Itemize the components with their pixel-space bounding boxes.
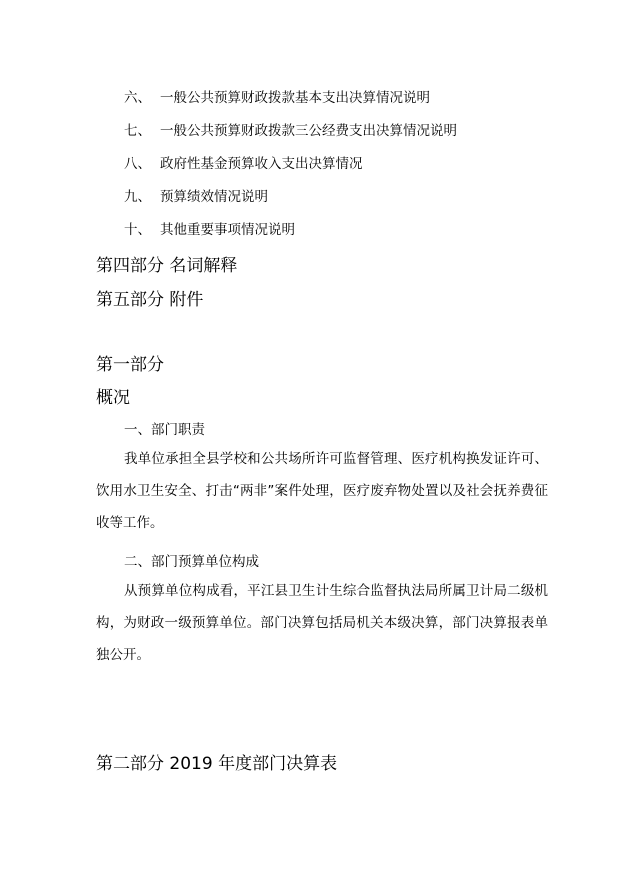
toc-number: 八、 [124, 156, 151, 172]
toc-item [124, 86, 430, 106]
toc-text: 政府性基金预算收入支出决算情况 [160, 156, 363, 172]
toc-item [124, 152, 363, 172]
duties-paragraph: 我单位承担全县学校和公共场所许可监督管理、医疗机构换发证许可、饮用水卫生安全、打击“两非”案件处理，医疗废弃物处置以及社会抚养费征收等工作。 [96, 451, 548, 531]
part-two-heading: 第二部分 2019 年度部门决算表 [96, 754, 338, 774]
toc-text: 一般公共预算财政拨款基本支出决算情况说明 [160, 90, 430, 106]
toc-number: 九、 [124, 189, 151, 205]
toc-text: 一般公共预算财政拨款三公经费支出决算情况说明 [160, 123, 457, 139]
toc-text: 其他重要事项情况说明 [160, 222, 295, 238]
toc-number: 十、 [124, 222, 151, 238]
section-heading-duties: 一、部门职责 [124, 422, 205, 438]
toc-text: 预算绩效情况说明 [160, 189, 268, 205]
units-paragraph: 从预算单位构成看，平江县卫生计生综合监督执法局所属卫计局二级机构，为财政一级预算单位。部门决算包括局机关本级决算，部门决算报表单独公开。 [96, 583, 548, 663]
toc-item [124, 218, 295, 238]
toc-item [124, 185, 268, 205]
toc-number: 七、 [124, 123, 151, 139]
section-heading-units: 二、部门预算单位构成 [124, 554, 259, 570]
toc-item [124, 119, 457, 139]
overview-heading: 概况 [96, 388, 130, 408]
part-one-heading: 第一部分 [96, 355, 164, 375]
toc-number: 六、 [124, 90, 151, 106]
part-four-heading: 第四部分 名词解释 [96, 256, 238, 276]
part-five-heading: 第五部分 附件 [96, 290, 204, 310]
